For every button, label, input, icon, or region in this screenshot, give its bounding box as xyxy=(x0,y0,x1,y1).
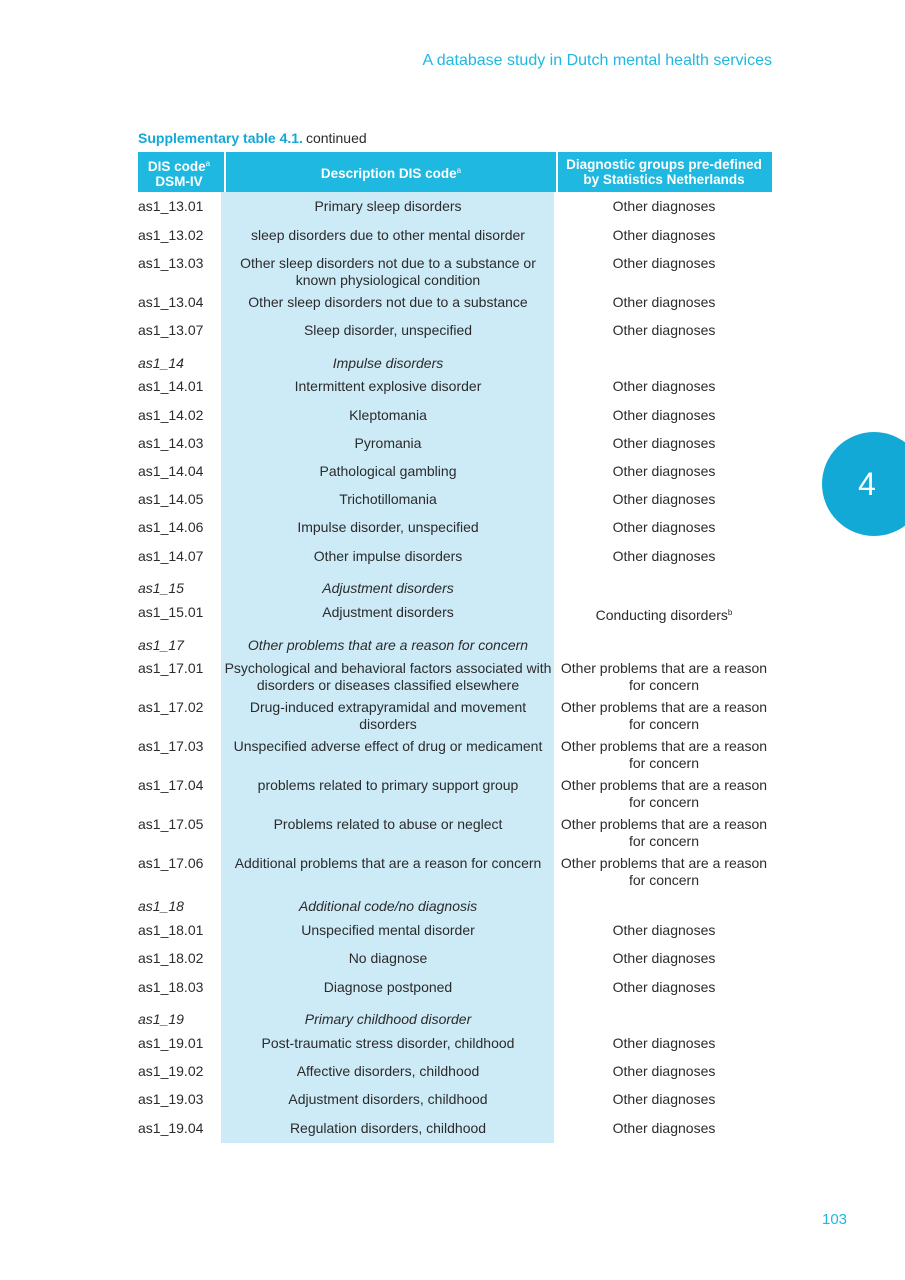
header-dis-code xyxy=(138,152,220,192)
diagnostic-group-text: Other diagnoses xyxy=(612,922,716,938)
diagnostic-group-cell xyxy=(556,604,772,624)
description-cell: Primary childhood disorder xyxy=(304,1011,472,1027)
footnote-marker: a xyxy=(456,166,462,175)
diagnostic-group-text: Other diagnoses xyxy=(612,198,716,214)
diagnostic-group-cell xyxy=(556,660,772,694)
description-cell: Other sleep disorders not due to a substance xyxy=(248,294,528,310)
diagnostic-group-cell xyxy=(556,463,772,480)
dis-code-cell: as1_14.07 xyxy=(138,548,204,564)
dis-code-cell: as1_14.01 xyxy=(138,378,204,394)
dis-code-cell: as1_14.06 xyxy=(138,519,204,535)
diagnostic-group-cell xyxy=(556,777,772,811)
description-cell: Diagnose postponed xyxy=(323,979,453,995)
diagnostic-group-cell xyxy=(556,1120,772,1137)
caption-text: continued xyxy=(305,130,367,146)
dis-code-cell: as1_17.03 xyxy=(138,738,204,754)
description-cell: Impulse disorders xyxy=(332,355,444,371)
diagnostic-group-text: Other problems that are a reason for concern xyxy=(560,855,768,888)
dis-code-cell: as1_18 xyxy=(138,898,184,914)
description-cell: Adjustment disorders xyxy=(322,604,454,620)
diagnostic-group-cell xyxy=(556,922,772,939)
diagnostic-group-cell xyxy=(556,322,772,339)
chapter-tab xyxy=(822,432,905,536)
dis-code-cell: as1_13.04 xyxy=(138,294,204,310)
diagnostic-group-text: Other diagnoses xyxy=(612,1091,716,1107)
footnote-marker: b xyxy=(727,608,733,617)
diagnostic-group-text: Other problems that are a reason for concern xyxy=(560,699,768,732)
description-cell: Unspecified mental disorder xyxy=(301,922,475,938)
diagnostic-group-cell xyxy=(556,519,772,536)
diagnostic-group-text: Other diagnoses xyxy=(612,979,716,995)
description-cell: sleep disorders due to other mental disorder xyxy=(251,227,525,243)
page-number: 103 xyxy=(822,1211,848,1228)
diagnostic-group-text: Other diagnoses xyxy=(612,378,716,394)
diagnostic-group-text: Other diagnoses xyxy=(612,1035,716,1051)
description-cell: Intermittent explosive disorder xyxy=(294,378,482,394)
diagnostic-group-text: Other diagnoses xyxy=(612,463,716,479)
diagnostic-group-cell xyxy=(556,435,772,452)
dis-code-cell: as1_17.01 xyxy=(138,660,204,676)
table-caption xyxy=(138,130,367,146)
diagnostic-group-cell xyxy=(556,950,772,967)
dis-code-cell: as1_13.01 xyxy=(138,198,204,214)
dis-code-cell: as1_17.05 xyxy=(138,816,204,832)
diagnostic-group-text: Other diagnoses xyxy=(612,1120,716,1136)
description-cell: Additional code/no diagnosis xyxy=(298,898,478,914)
dis-code-cell: as1_19 xyxy=(138,1011,184,1027)
dis-code-cell: as1_13.07 xyxy=(138,322,204,338)
footnote-marker: a xyxy=(205,158,211,168)
dis-code-cell: as1_17.04 xyxy=(138,777,204,793)
diagnostic-group-text: Other problems that are a reason for concern xyxy=(560,816,768,849)
header-description xyxy=(224,152,558,192)
diagnostic-group-cell xyxy=(556,407,772,424)
chapter-number: 4 xyxy=(858,465,876,502)
running-head: A database study in Dutch mental health services xyxy=(422,52,772,69)
description-cell: Affective disorders, childhood xyxy=(296,1063,480,1079)
dis-code-cell: as1_13.03 xyxy=(138,255,204,271)
description-cell: Other problems that are a reason for concern xyxy=(247,637,529,653)
dis-code-cell: as1_18.03 xyxy=(138,979,204,995)
diagnostic-group-text: Other diagnoses xyxy=(612,950,716,966)
description-cell: Pyromania xyxy=(354,435,422,451)
diagnostic-group-text: Other diagnoses xyxy=(612,519,716,535)
description-cell: Other impulse disorders xyxy=(313,548,463,564)
description-cell: Problems related to abuse or neglect xyxy=(273,816,503,832)
diagnostic-group-text: Other diagnoses xyxy=(612,435,716,451)
diagnostic-group-cell xyxy=(556,979,772,996)
header-diagnostic-groups xyxy=(556,152,772,192)
dis-code-cell: as1_19.01 xyxy=(138,1035,204,1051)
description-cell: Other sleep disorders not due to a substance or known physiological condition xyxy=(240,255,536,288)
diagnostic-group-text: Other diagnoses xyxy=(612,1063,716,1079)
dis-code-cell: as1_18.02 xyxy=(138,950,204,966)
diagnostic-group-text: Other diagnoses xyxy=(612,548,716,564)
diagnostic-group-cell xyxy=(556,699,772,733)
dis-code-cell: as1_14.04 xyxy=(138,463,204,479)
description-cell: Additional problems that are a reason for concern xyxy=(234,855,542,871)
header-groups-line2: by Statistics Netherlands xyxy=(583,172,745,187)
diagnostic-group-cell xyxy=(556,491,772,508)
diagnostic-group-text: Other problems that are a reason for concern xyxy=(560,660,768,693)
diagnostic-group-text: Other diagnoses xyxy=(612,322,716,338)
dis-code-cell: as1_14.03 xyxy=(138,435,204,451)
description-cell: Primary sleep disorders xyxy=(314,198,462,214)
diagnostic-group-cell xyxy=(556,198,772,215)
diagnostic-group-cell xyxy=(556,548,772,565)
dis-code-cell: as1_14.02 xyxy=(138,407,204,423)
dis-code-cell: as1_17.06 xyxy=(138,855,204,871)
dis-code-cell: as1_14 xyxy=(138,355,184,371)
dis-code-cell: as1_13.02 xyxy=(138,227,204,243)
diagnostic-group-text: Other diagnoses xyxy=(612,491,716,507)
description-cell: Sleep disorder, unspecified xyxy=(303,322,473,338)
dis-code-cell: as1_14.05 xyxy=(138,491,204,507)
description-cell: Impulse disorder, unspecified xyxy=(297,519,479,535)
diagnostic-group-text: Other diagnoses xyxy=(612,227,716,243)
diagnostic-group-cell xyxy=(556,855,772,889)
dis-code-cell: as1_17.02 xyxy=(138,699,204,715)
diagnostic-group-cell xyxy=(556,1063,772,1080)
description-cell: Psychological and behavioral factors associated with disorders or diseases classified elsewhere xyxy=(224,660,552,693)
header-dis-code-label: DIS code xyxy=(147,158,206,174)
header-groups-line1: Diagnostic groups pre-defined xyxy=(566,157,762,172)
diagnostic-group-cell xyxy=(556,1035,772,1052)
diagnostic-group-text: Other diagnoses xyxy=(612,407,716,423)
diagnostic-group-cell xyxy=(556,255,772,272)
diagnostic-group-text: Conducting disorders xyxy=(595,607,728,623)
table-header xyxy=(138,152,772,192)
dis-code-cell: as1_18.01 xyxy=(138,922,204,938)
diagnostic-group-text: Other problems that are a reason for concern xyxy=(560,777,768,810)
header-description-label: Description DIS code xyxy=(320,166,457,181)
diagnostic-group-text: Other diagnoses xyxy=(612,294,716,310)
description-cell: Kleptomania xyxy=(349,407,427,423)
description-cell: Unspecified adverse effect of drug or medicament xyxy=(233,738,543,754)
description-cell: Adjustment disorders, childhood xyxy=(288,1091,488,1107)
diagnostic-group-cell xyxy=(556,816,772,850)
description-cell: Pathological gambling xyxy=(319,463,457,479)
diagnostic-group-text: Other diagnoses xyxy=(612,255,716,271)
dis-code-cell: as1_19.04 xyxy=(138,1120,204,1136)
diagnostic-group-cell xyxy=(556,738,772,772)
dis-code-cell: as1_15 xyxy=(138,580,184,596)
dis-code-cell: as1_19.02 xyxy=(138,1063,204,1079)
header-dsm-label: DSM-IV xyxy=(155,173,203,189)
description-cell: Drug-induced extrapyramidal and movement disorders xyxy=(249,699,527,732)
diagnostic-group-cell xyxy=(556,378,772,395)
description-cell: No diagnose xyxy=(348,950,428,966)
description-cell: Regulation disorders, childhood xyxy=(289,1120,487,1136)
description-cell: Adjustment disorders xyxy=(322,580,454,596)
description-cell: Post-traumatic stress disorder, childhood xyxy=(261,1035,515,1051)
dis-code-cell: as1_17 xyxy=(138,637,184,653)
diagnostic-group-text: Other problems that are a reason for concern xyxy=(560,738,768,771)
caption-label: Supplementary table 4.1. xyxy=(138,130,303,146)
diagnostic-group-cell xyxy=(556,294,772,311)
diagnostic-group-cell xyxy=(556,1091,772,1108)
dis-code-cell: as1_15.01 xyxy=(138,604,204,620)
dis-code-cell: as1_19.03 xyxy=(138,1091,204,1107)
description-cell: problems related to primary support group xyxy=(257,777,519,793)
diagnostic-group-cell xyxy=(556,227,772,244)
description-cell: Trichotillomania xyxy=(339,491,437,507)
